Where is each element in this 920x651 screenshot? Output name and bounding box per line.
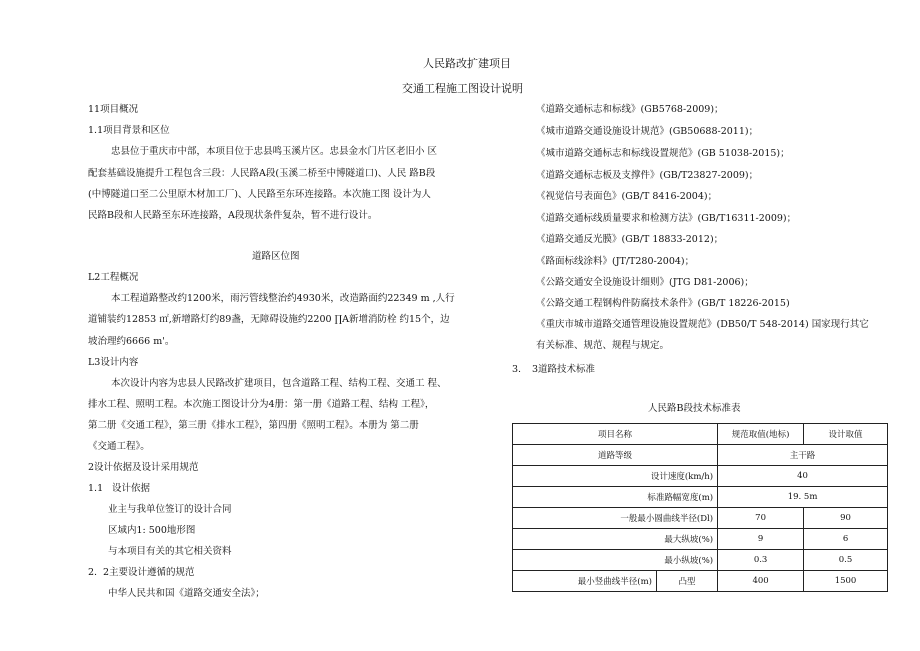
- row-value: 40: [718, 466, 888, 487]
- header-spec-value: 规范取值(地标): [718, 424, 804, 445]
- paragraph-line: 本工程道路整改约1200米，雨污管线整治约4930米，改造路面约22349 m ,人行: [111, 293, 455, 304]
- standard-item: 《道路交通标志和标线》(GB5768-2009)；: [536, 104, 724, 115]
- standard-item: 《路面标线涂料》(JT/T280-2004)；: [536, 256, 695, 267]
- document-title: 交通工程施工图设计说明: [402, 82, 523, 95]
- section-3-number: 3.: [512, 364, 522, 375]
- table-row: [513, 445, 888, 466]
- row-spec: 9: [718, 529, 804, 550]
- header-design-value: 设计取值: [804, 424, 888, 445]
- row-value: 19. 5m: [718, 487, 888, 508]
- standard-item: 《道路交通标志板及支撑件》(GB/T23827-2009)；: [536, 170, 759, 181]
- paragraph-line: 第二册《交通工程》，第三册《排水工程》，第四册《照明工程》。本册为 第二册: [88, 420, 419, 431]
- table-row: [513, 550, 888, 571]
- row-name: 最小纵坡(%): [513, 550, 718, 571]
- basis-item: 区域内1: 500地形图: [108, 525, 196, 536]
- row-design: 0.5: [804, 550, 888, 571]
- standard-item: 《道路交通标线质量要求和检测方法》(GB/T16311-2009)；: [536, 213, 797, 224]
- standard-item: 《道路交通反光膜》(GB/T 18833-2012)；: [536, 234, 724, 245]
- paragraph-line: 坡治理约6666 m'。: [88, 336, 175, 347]
- row-name: 最小竖曲线半径(m): [513, 571, 657, 592]
- row-spec: 0.3: [718, 550, 804, 571]
- row-value: 主干路: [718, 445, 888, 466]
- section-2-2-heading: 2主要设计遵循的规范: [103, 567, 195, 578]
- table-header-row: [513, 424, 888, 445]
- figure-caption: 道路区位图: [252, 251, 300, 262]
- row-design: 90: [804, 508, 888, 529]
- paragraph-line: 民路B段和人民路至东环连接路，A段现状条件复杂，暂不进行设计。: [88, 210, 378, 221]
- standard-item: 《公路交通安全设施设计细则》(JTG D81-2006)；: [536, 277, 754, 288]
- basis-item: 与本项目有关的其它相关资料: [108, 546, 232, 557]
- section-2-1-heading: 设计依据: [112, 483, 151, 494]
- section-2-heading: 2设计依据及设计采用规范: [88, 462, 199, 473]
- standard-item: 《城市道路交通标志和标线设置规范》(GB 51038-2015)；: [536, 148, 790, 159]
- section-1-heading: 11项目概况: [88, 104, 139, 115]
- paragraph-line: 配套基础设施提升工程包含三段：人民路A段(玉溪二桥至中博隧道口)、人民 路B段: [88, 168, 436, 179]
- section-l2-heading: L2工程概况: [88, 272, 139, 283]
- row-subtype: 凸型: [656, 571, 717, 592]
- project-title: 人民路改扩建项目: [423, 57, 511, 70]
- paragraph-line: (中博隧道口至二公里原木材加工厂)、人民路至东环连接路。本次施工图 设计为人: [88, 189, 431, 200]
- law-item: 中华人民共和国《道路交通安全法》；: [108, 588, 265, 599]
- standard-item: 《视觉信号表面色》(GB/T 8416-2004)；: [536, 191, 718, 202]
- row-spec: 70: [718, 508, 804, 529]
- section-2-2-number: 2.: [88, 567, 98, 578]
- row-spec: 400: [718, 571, 804, 592]
- row-design: 6: [804, 529, 888, 550]
- standard-item: 有关标准、规范、规程与规定。: [536, 340, 670, 351]
- table-title: 人民路B段技术标准表: [648, 403, 741, 414]
- row-name: 道路等级: [513, 445, 718, 466]
- standard-item: 《重庆市城市道路交通管理设施设置规范》(DB50/T 548-2014) 国家现行其它: [536, 319, 869, 330]
- row-design: 1500: [804, 571, 888, 592]
- tech-standard-table: [512, 423, 888, 592]
- row-name: 一般最小圆曲线半径(Dl): [513, 508, 718, 529]
- row-name: 设计速度(km/h): [513, 466, 718, 487]
- section-3-heading: 3道路技术标准: [532, 364, 596, 375]
- section-1-1-heading: 1.1项目背景和区位: [88, 125, 170, 136]
- basis-item: 业主与我单位签订的设计合同: [108, 504, 232, 515]
- row-name: 最大纵坡(%): [513, 529, 718, 550]
- standard-item: 《公路交通工程钢构件防腐技术条件》(GB/T 18226-2015): [536, 298, 790, 309]
- paragraph-line: 《交通工程》。: [88, 441, 150, 452]
- paragraph-line: 道铺装约12853 ㎡,新增路灯约89盏，无障碍设施约2200 ∏A新增消防栓 约15个，边: [88, 314, 450, 325]
- paragraph-line: 本次设计内容为忠县人民路改扩建项目，包含道路工程、结构工程、交通工 程、: [111, 378, 447, 389]
- standard-item: 《城市道路交通设施设计规范》(GB50688-2011)；: [536, 126, 759, 137]
- header-item-name: 项目名称: [513, 424, 718, 445]
- table-row: [513, 508, 888, 529]
- paragraph-line: 忠县位于重庆市中部，本项目位于忠县鸣玉溪片区。忠县金水门片区老旧小 区: [111, 146, 438, 157]
- paragraph-line: 排水工程、照明工程。本次施工图设计分为4册：第一册《道路工程、结构 工程》，: [88, 399, 435, 410]
- section-l3-heading: L3设计内容: [88, 357, 139, 368]
- table-row: [513, 466, 888, 487]
- table-row: [513, 487, 888, 508]
- table-row: [513, 529, 888, 550]
- table-row: [513, 571, 888, 592]
- section-2-1-number: 1.1: [88, 483, 104, 494]
- row-name: 标准路幅宽度(m): [513, 487, 718, 508]
